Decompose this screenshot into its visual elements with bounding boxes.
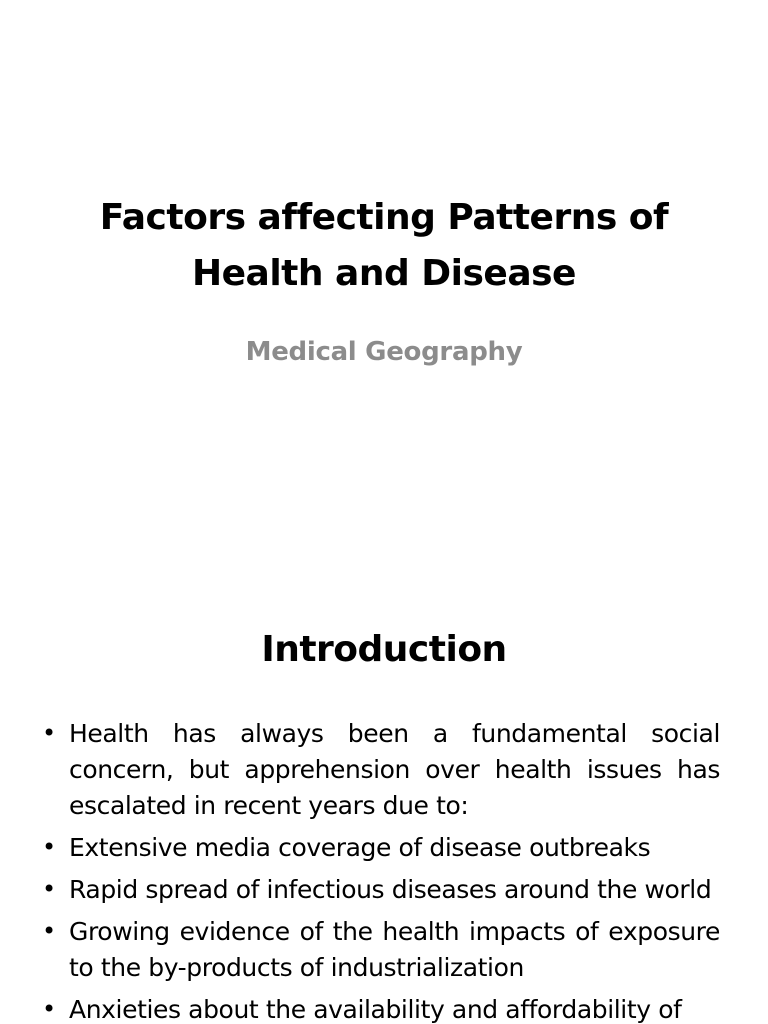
bullet-text: Growing evidence of the health impacts of exposure to the by-products of industrialization <box>69 917 720 982</box>
slide-title-line-1: Factors affecting Patterns of <box>99 197 669 238</box>
bullet-item <box>40 716 720 824</box>
bullet-list <box>40 716 720 1024</box>
bullet-icon: • <box>42 995 56 1023</box>
bullet-item <box>40 914 720 986</box>
bullet-item <box>40 872 720 908</box>
bullet-icon: • <box>42 833 56 861</box>
bullet-text: Anxieties about the availability and affordability of <box>69 995 682 1024</box>
bullet-text: Extensive media coverage of disease outbreaks <box>69 833 651 862</box>
bullet-icon: • <box>42 875 56 903</box>
bullet-text: Health has always been a fundamental social concern, but apprehension over health issues has escalated in recent years due to: <box>69 719 720 820</box>
slide-title-line-2: Health and Disease <box>192 253 576 294</box>
slide-heading: Introduction <box>261 629 507 670</box>
slide-title <box>60 190 708 302</box>
bullet-text: Rapid spread of infectious diseases around the world <box>69 875 712 904</box>
bullet-icon: • <box>42 917 56 945</box>
bullet-item <box>40 830 720 866</box>
bullet-item <box>40 992 720 1024</box>
slide-subtitle: Medical Geography <box>245 337 523 367</box>
introduction-slide <box>0 576 768 1024</box>
bullet-icon: • <box>42 719 56 747</box>
